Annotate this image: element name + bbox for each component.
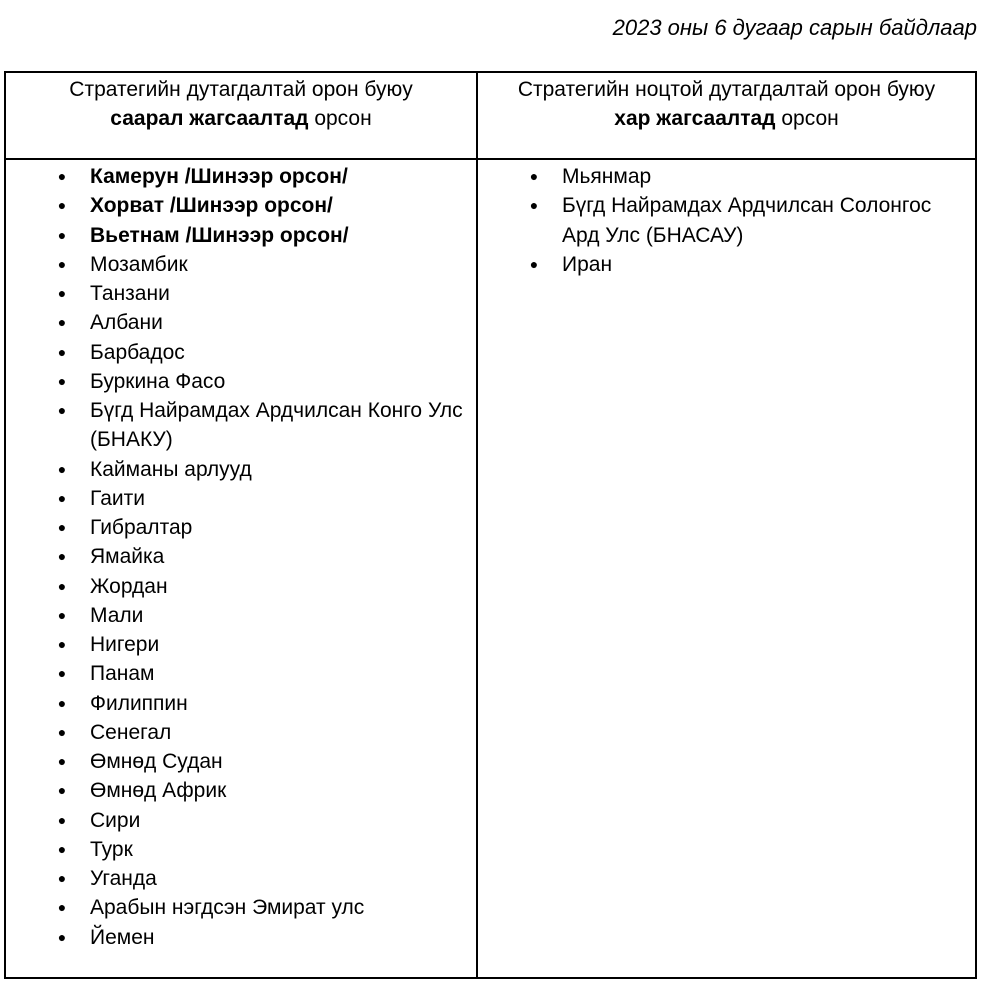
grey-list-header-after: орсон: [314, 107, 372, 130]
black-list: [478, 162, 975, 977]
grey-list-item: [6, 630, 476, 659]
grey-list-item-label: Гибралтар: [90, 516, 193, 539]
black-list-header-after: орсон: [781, 107, 839, 130]
grey-list-item: [6, 455, 476, 484]
bullet-icon: ●: [529, 197, 539, 214]
grey-list-item: [6, 718, 476, 747]
grey-list-item-label: Танзани: [90, 282, 170, 305]
grey-list: [6, 162, 476, 977]
grey-list-header: [6, 75, 476, 158]
black-list-header-before: Стратегийн ноцтой дутагдалтай орон буюу: [517, 78, 936, 101]
bullet-icon: ●: [57, 314, 67, 331]
bullet-icon: ●: [57, 753, 67, 769]
black-list-header-bold: хар жагсаалтад: [614, 107, 776, 130]
grey-list-item-label: Өмнөд Судан: [90, 750, 223, 773]
grey-list-item-label: Вьетнам /Шинээр орсон/: [90, 223, 349, 247]
black-list-item-label: Мьянмар: [562, 165, 652, 188]
grey-list-item-label: Арабын нэгдсэн Эмират улс: [90, 896, 365, 920]
grey-list-item: [6, 542, 476, 571]
grey-list-item: [6, 367, 476, 396]
bullet-icon: ●: [57, 694, 67, 711]
grey-list-item-label: Сири: [90, 808, 141, 832]
bullet-icon: ●: [57, 665, 67, 682]
bullet-icon: ●: [57, 372, 67, 389]
bullet-icon: ●: [57, 928, 67, 945]
black-list-header: [478, 75, 975, 158]
bullet-icon: ●: [57, 255, 67, 272]
grey-list-item: [6, 747, 476, 776]
grey-list-item: [6, 191, 476, 220]
header-divider: [6, 158, 975, 160]
bullet-icon: ●: [57, 168, 67, 184]
bullet-icon: ●: [57, 840, 67, 857]
bullet-icon: ●: [57, 577, 67, 594]
grey-list-item-label: Мозамбик: [90, 252, 188, 276]
bullet-icon: ●: [57, 782, 67, 799]
bullet-icon: ●: [57, 460, 67, 477]
bullet-icon: ●: [57, 606, 67, 623]
grey-list-item: [6, 513, 476, 542]
grey-list-item-label: Буркина Фасо: [90, 369, 226, 393]
grey-list-item-label: Филиппин: [90, 691, 188, 715]
bullet-icon: ●: [57, 636, 67, 652]
bullet-icon: ●: [57, 899, 67, 916]
grey-list-item: [6, 572, 476, 601]
bullet-icon: ●: [57, 548, 67, 565]
grey-list-item-label: Уганда: [90, 867, 157, 890]
grey-list-header-before: Стратегийн дутагдалтай орон буюу: [69, 78, 413, 101]
grey-list-item-label: Панам: [90, 662, 155, 686]
grey-list-item-label: Барбадос: [90, 340, 185, 364]
grey-list-item: [6, 308, 476, 337]
bullet-icon: ●: [57, 343, 67, 360]
grey-list-item: [6, 396, 476, 455]
bullet-icon: ●: [57, 723, 67, 740]
grey-list-item-label: Гаити: [90, 486, 145, 510]
grey-list-item: [6, 221, 476, 250]
grey-list-item: [6, 893, 476, 922]
grey-list-item: [6, 250, 476, 279]
grey-list-item: [6, 279, 476, 308]
grey-list-item-label: Албани: [90, 311, 163, 335]
grey-list-item: [6, 162, 476, 191]
grey-list-item: [6, 835, 476, 864]
black-list-item-label: Бүгд Найрамдах Ардчилсан Солонгос Ард Улс (БНАСАУ): [562, 194, 932, 247]
grey-list-item: [6, 806, 476, 835]
grey-list-item-label: Йемен: [90, 925, 155, 949]
black-list-item: [478, 250, 975, 279]
bullet-icon: ●: [57, 519, 67, 535]
grey-list-item: [6, 659, 476, 688]
bullet-icon: ●: [57, 870, 67, 886]
grey-list-item-label: Өмнөд Африк: [90, 779, 227, 803]
grey-list-item-label: Камерун /Шинээр орсон/: [90, 165, 348, 188]
bullet-icon: ●: [57, 226, 67, 243]
grey-list-item-label: Мали: [90, 603, 144, 627]
grey-list-item-label: Турк: [90, 837, 133, 861]
grey-list-item-label: Жордан: [90, 574, 168, 598]
bullet-icon: ●: [57, 811, 67, 828]
grey-list-item: [6, 484, 476, 513]
black-list-item: [478, 191, 975, 250]
grey-list-header-bold: саарал жагсаалтад: [110, 107, 309, 130]
date-note: 2023 оны 6 дугаар сарын байдлаар: [612, 15, 977, 40]
grey-list-item-label: Хорват /Шинээр орсон/: [90, 194, 333, 218]
grey-list-item: [6, 689, 476, 718]
grey-list-item: [6, 864, 476, 893]
bullet-icon: ●: [57, 489, 67, 506]
bullet-icon: ●: [529, 168, 539, 184]
grey-list-item-label: Сенегал: [90, 720, 172, 744]
grey-list-item: [6, 776, 476, 805]
black-list-item: [478, 162, 975, 191]
grey-list-item: [6, 338, 476, 367]
grey-list-item-label: Бүгд Найрамдах Ардчилсан Конго Улс (БНАКУ): [90, 399, 463, 452]
grey-list-item: [6, 923, 476, 952]
bullet-icon: ●: [57, 402, 67, 418]
grey-list-item-label: Кайманы арлууд: [90, 457, 252, 481]
grey-list-item-label: Нигери: [90, 633, 160, 656]
fatf-lists-table: [4, 71, 977, 979]
grey-list-item: [6, 601, 476, 630]
black-list-item-label: Иран: [562, 252, 613, 276]
bullet-icon: ●: [529, 255, 539, 272]
bullet-icon: ●: [57, 285, 67, 301]
bullet-icon: ●: [57, 197, 67, 214]
grey-list-item-label: Ямайка: [90, 545, 165, 569]
